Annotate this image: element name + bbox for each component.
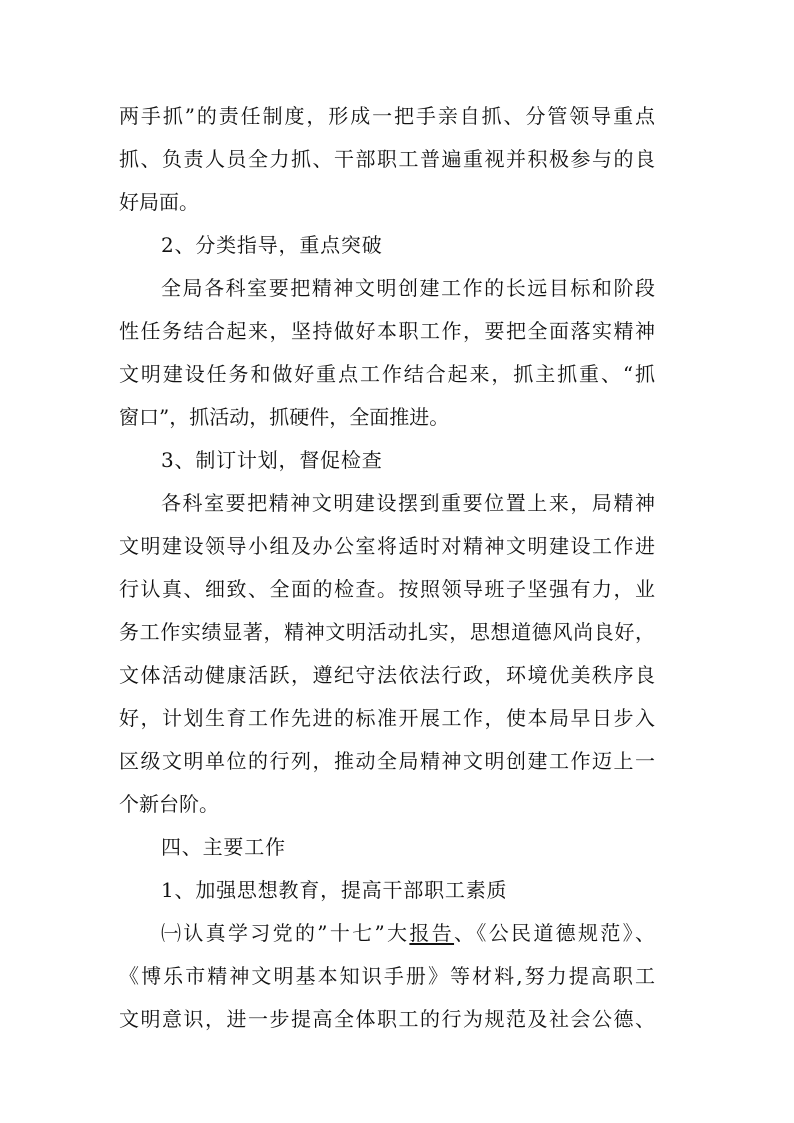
paragraph-3-line-1: 各科室要把精神文明建设摆到重要位置上来，局精神 [161, 491, 655, 515]
paragraph-4-line-1-text-b: 、《公民道德规范》、 [454, 921, 655, 945]
paragraph-2-line-4: 窗口”，抓活动，抓硬件，全面推进。 [119, 405, 450, 429]
section-heading-3: 3、制订计划，督促检查 [161, 448, 383, 472]
paragraph-3-line-7: 区级文明单位的行列，推动全局精神文明创建工作迈上一 [119, 749, 655, 773]
paragraph-3-line-5: 文体活动健康活跃，遵纪守法依法行政，环境优美秩序良 [119, 663, 655, 687]
report-link[interactable]: 报告 [409, 921, 455, 945]
paragraph-2-line-2: 性任务结合起来，坚持做好本职工作，要把全面落实精神 [119, 319, 655, 343]
paragraph-3-line-6: 好，计划生育工作先进的标准开展工作，使本局早日步入 [119, 706, 655, 730]
paragraph-3-line-4: 务工作实绩显著，精神文明活动扎实，思想道德风尚良好， [119, 620, 655, 644]
paragraph-2-line-1: 全局各科室要把精神文明创建工作的长远目标和阶段 [161, 276, 655, 300]
paragraph-1-line-3: 好局面。 [119, 190, 199, 214]
paragraph-4-line-1 [161, 917, 655, 949]
paragraph-1-line-2: 抓、负责人员全力抓、干部职工普遍重视并积极参与的良 [119, 147, 655, 171]
paragraph-3-line-3: 行认真、细致、全面的检查。按照领导班子坚强有力，业 [119, 577, 655, 601]
section-heading-5: 1、加强思想教育，提高干部职工素质 [161, 878, 508, 902]
paragraph-1-line-1: 两手抓”的责任制度，形成一把手亲自抓、分管领导重点 [119, 104, 655, 128]
paragraph-3-line-2: 文明建设领导小组及办公室将适时对精神文明建设工作进 [119, 534, 655, 558]
paragraph-2-line-3: 文明建设任务和做好重点工作结合起来，抓主抓重、“抓 [119, 362, 655, 386]
section-heading-2: 2、分类指导，重点突破 [161, 233, 383, 257]
paragraph-4-line-2: 《博乐市精神文明基本知识手册》等材料,努力提高职工 [119, 964, 655, 988]
paragraph-3-line-8: 个新台阶。 [119, 792, 219, 816]
section-heading-4: 四、主要工作 [161, 835, 286, 859]
paragraph-4-line-3: 文明意识，进一步提高全体职工的行为规范及社会公德、 [119, 1007, 655, 1031]
paragraph-4-line-1-text-a: ㈠认真学习党的”十七”大 [161, 921, 410, 945]
